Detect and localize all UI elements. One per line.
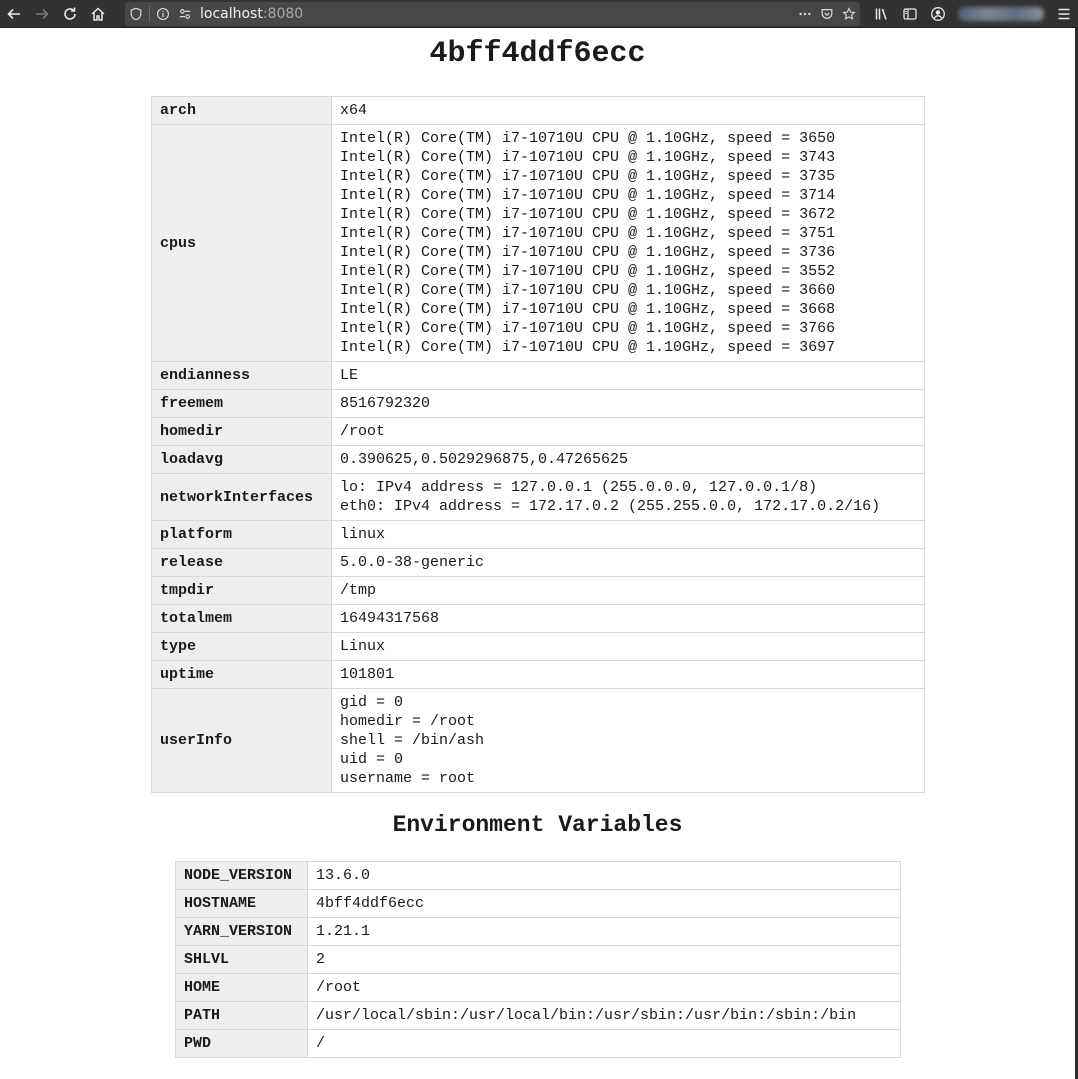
env-var-value: /root	[308, 974, 901, 1002]
env-var-row	[176, 1030, 901, 1058]
system-info-value-line: x64	[340, 102, 368, 119]
system-info-value-line: Linux	[340, 638, 386, 655]
system-info-value-line: Intel(R) Core(TM) i7-10710U CPU @ 1.10GHz, speed = 3736	[340, 244, 836, 261]
system-info-value-line: Intel(R) Core(TM) i7-10710U CPU @ 1.10GHz, speed = 3743	[340, 149, 836, 166]
home-icon	[90, 6, 106, 22]
system-info-value-line: 16494317568	[340, 610, 440, 627]
env-var-row	[176, 1002, 901, 1030]
sidebar-button[interactable]	[896, 0, 924, 28]
system-info-row	[152, 577, 925, 605]
system-info-value	[332, 521, 925, 549]
bookmark-button[interactable]	[838, 2, 860, 26]
system-info-value	[332, 689, 925, 793]
system-info-key: platform	[152, 521, 332, 549]
system-info-value	[332, 418, 925, 446]
env-var-row	[176, 918, 901, 946]
system-info-value-line: 8516792320	[340, 395, 431, 412]
env-var-row	[176, 974, 901, 1002]
system-info-value-line: username = root	[340, 770, 476, 787]
system-info-value-line: Intel(R) Core(TM) i7-10710U CPU @ 1.10GHz, speed = 3650	[340, 130, 836, 147]
system-info-key: uptime	[152, 661, 332, 689]
system-info-value-line: Intel(R) Core(TM) i7-10710U CPU @ 1.10GHz, speed = 3660	[340, 282, 836, 299]
system-info-value	[332, 661, 925, 689]
system-info-value-line: /tmp	[340, 582, 377, 599]
hamburger-menu-icon	[1056, 6, 1072, 22]
system-info-key: release	[152, 549, 332, 577]
system-info-key: networkInterfaces	[152, 474, 332, 521]
system-info-body	[152, 97, 925, 793]
system-info-value-line: Intel(R) Core(TM) i7-10710U CPU @ 1.10GHz, speed = 3714	[340, 187, 836, 204]
system-info-row	[152, 97, 925, 125]
system-info-key: arch	[152, 97, 332, 125]
system-info-value-line: Intel(R) Core(TM) i7-10710U CPU @ 1.10GHz, speed = 3751	[340, 225, 836, 242]
system-info-value-line: homedir = /root	[340, 713, 476, 730]
system-info-value-line: Intel(R) Core(TM) i7-10710U CPU @ 1.10GHz, speed = 3672	[340, 206, 836, 223]
env-var-value: 2	[308, 946, 901, 974]
info-icon	[156, 7, 170, 21]
system-info-key: tmpdir	[152, 577, 332, 605]
system-info-value-line: Intel(R) Core(TM) i7-10710U CPU @ 1.10GHz, speed = 3766	[340, 320, 836, 337]
env-var-key: PWD	[176, 1030, 308, 1058]
system-info-value-line: linux	[340, 526, 386, 543]
env-var-key: YARN_VERSION	[176, 918, 308, 946]
system-info-row	[152, 125, 925, 362]
env-var-value: 1.21.1	[308, 918, 901, 946]
env-var-row	[176, 890, 901, 918]
arrow-left-icon	[6, 6, 22, 22]
system-info-key: cpus	[152, 125, 332, 362]
system-info-value-line: /root	[340, 423, 386, 440]
pocket-button[interactable]	[816, 2, 838, 26]
system-info-row	[152, 446, 925, 474]
permissions-icon[interactable]	[174, 2, 196, 26]
reload-button[interactable]	[56, 0, 84, 28]
pocket-icon	[820, 7, 834, 21]
system-info-key: type	[152, 633, 332, 661]
system-info-row	[152, 549, 925, 577]
system-info-value	[332, 390, 925, 418]
system-info-key: endianness	[152, 362, 332, 390]
system-info-value-line: shell = /bin/ash	[340, 732, 485, 749]
env-var-key: PATH	[176, 1002, 308, 1030]
env-section-title: Environment Variables	[392, 812, 683, 838]
env-var-key: HOME	[176, 974, 308, 1002]
system-info-value	[332, 549, 925, 577]
env-var-value: 13.6.0	[308, 862, 901, 890]
system-info-key: userInfo	[152, 689, 332, 793]
account-button[interactable]	[924, 0, 952, 28]
env-var-key: HOSTNAME	[176, 890, 308, 918]
system-info-value	[332, 577, 925, 605]
url-separator	[149, 6, 150, 22]
env-var-row	[176, 862, 901, 890]
env-var-value: /	[308, 1030, 901, 1058]
url-host: localhost	[200, 6, 263, 22]
tracking-protection-icon[interactable]	[125, 2, 147, 26]
system-info-key: freemem	[152, 390, 332, 418]
url-bar[interactable]	[125, 2, 860, 26]
system-info-value-line: gid = 0	[340, 694, 404, 711]
system-info-value	[332, 446, 925, 474]
system-info-value-line: eth0: IPv4 address = 172.17.0.2 (255.255.0.0, 172.17.0.2/16)	[340, 498, 881, 515]
system-info-value-line: 5.0.0-38-generic	[340, 554, 485, 571]
system-info-key: loadavg	[152, 446, 332, 474]
home-button[interactable]	[84, 0, 112, 28]
system-info-key: totalmem	[152, 605, 332, 633]
system-info-key: homedir	[152, 418, 332, 446]
system-info-value	[332, 633, 925, 661]
env-var-value: /usr/local/sbin:/usr/local/bin:/usr/sbin:/usr/bin:/sbin:/bin	[308, 1002, 901, 1030]
reload-icon	[62, 6, 78, 22]
system-info-row	[152, 418, 925, 446]
system-info-table	[151, 96, 925, 793]
system-info-value	[332, 362, 925, 390]
env-var-value: 4bff4ddf6ecc	[308, 890, 901, 918]
site-info-icon[interactable]	[152, 2, 174, 26]
system-info-value-line: 101801	[340, 666, 395, 683]
system-info-row	[152, 633, 925, 661]
back-button[interactable]	[0, 0, 28, 28]
menu-button[interactable]	[1050, 0, 1078, 28]
star-icon	[842, 7, 856, 21]
page-title: 4bff4ddf6ecc	[429, 37, 646, 71]
arrow-right-icon	[34, 6, 50, 22]
library-button[interactable]	[868, 0, 896, 28]
more-horizontal-icon	[798, 7, 812, 21]
system-info-value	[332, 605, 925, 633]
sidebar-icon	[902, 6, 918, 22]
system-info-row	[152, 661, 925, 689]
url-port: :8080	[262, 6, 304, 22]
account-icon	[930, 6, 946, 22]
system-info-value-line: 0.390625,0.5029296875,0.47265625	[340, 451, 629, 468]
system-info-row	[152, 521, 925, 549]
system-info-value	[332, 474, 925, 521]
system-info-value-line: lo: IPv4 address = 127.0.0.1 (255.0.0.0, 127.0.0.1/8)	[340, 479, 818, 496]
system-info-row	[152, 362, 925, 390]
library-icon	[874, 6, 890, 22]
sliders-icon	[178, 7, 192, 21]
system-info-row	[152, 689, 925, 793]
env-vars-body	[176, 862, 901, 1058]
browser-toolbar	[0, 0, 1078, 28]
system-info-value-line: Intel(R) Core(TM) i7-10710U CPU @ 1.10GHz, speed = 3735	[340, 168, 836, 185]
system-info-value	[332, 125, 925, 362]
system-info-row	[152, 474, 925, 521]
system-info-value-line: uid = 0	[340, 751, 404, 768]
url-text[interactable]	[200, 6, 303, 22]
system-info-value-line: LE	[340, 367, 359, 384]
system-info-value-line: Intel(R) Core(TM) i7-10710U CPU @ 1.10GHz, speed = 3552	[340, 263, 836, 280]
env-var-row	[176, 946, 901, 974]
system-info-value	[332, 97, 925, 125]
forward-button[interactable]	[28, 0, 56, 28]
shield-icon	[129, 7, 143, 21]
env-var-key: NODE_VERSION	[176, 862, 308, 890]
account-name-blurred	[958, 7, 1044, 21]
system-info-row	[152, 605, 925, 633]
system-info-row	[152, 390, 925, 418]
env-var-key: SHLVL	[176, 946, 308, 974]
system-info-value-line: Intel(R) Core(TM) i7-10710U CPU @ 1.10GHz, speed = 3697	[340, 339, 836, 356]
system-info-value-line: Intel(R) Core(TM) i7-10710U CPU @ 1.10GHz, speed = 3668	[340, 301, 836, 318]
env-vars-table	[175, 861, 901, 1058]
page-actions-button[interactable]	[794, 2, 816, 26]
